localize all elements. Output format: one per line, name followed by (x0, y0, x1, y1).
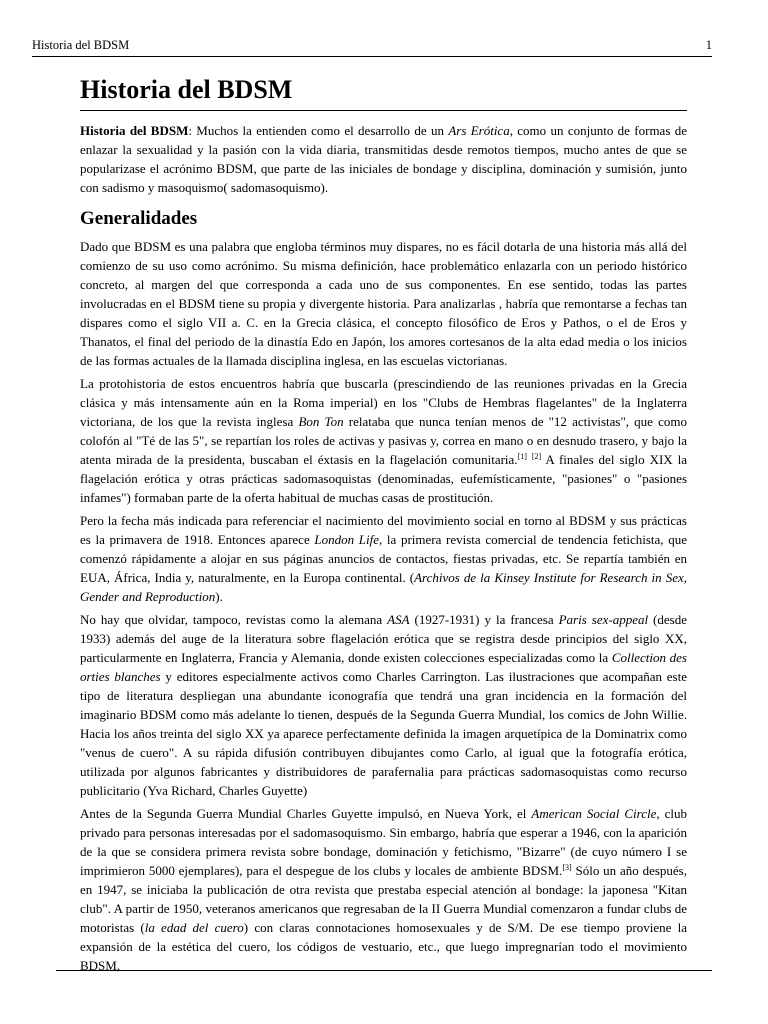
bon-ton-title: Bon Ton (298, 414, 344, 429)
edad-del-cuero-term: la edad del cuero (144, 920, 244, 935)
paris-sex-appeal-title: Paris sex-appeal (558, 612, 649, 627)
footer-rule (56, 970, 712, 971)
p4-text-2: (1927-1931) y la francesa (409, 612, 559, 627)
p5-text-4: ) con claras connotaciones homosexuales y de S/M. De ese tiempo proviene la expansión de la estética del cuero, los códigos de vestuario, etc., que luego impregnarían todo el movimiento BDSM, (80, 920, 687, 973)
paragraph-3 (80, 511, 687, 606)
intro-text-2: , como un conjunto de formas de enlazar la sexualidad y la pasión con la vida diaria, transmitidas desde remotos tiempos, mucho antes de que se popularizase el acrónimo BDSM, que parte de las iniciales de bondage y disciplina, dominación y sumisión, junto con sadismo y masoquismo( sadomasoquismo). (80, 123, 687, 195)
asa-title: ASA (387, 612, 410, 627)
paragraph-1: Dado que BDSM es una palabra que engloba términos muy dispares, no es fácil dotarla de una historia más allá del comienzo de su uso como acrónimo. Su misma definición, hace problemático enlazarla con un periodo histórico concreto, al margen del que corresponda a cada uno de sus componentes. En ese sentido, todas las partes involucradas en el BDSM tiene su propia y divergente historia. Para analizarlas , habría que remontarse a fechas tan dispares como el siglo VII a. C. en la Grecia clásica, el concepto filosófico de Eros y Pathos, o el de Eros y Thanatos, el final del periodo de la dinastía Edo en Japón, los amores cortesanos de la alta edad media o los inicios de las formas actuales de la llamada disciplina inglesa, en las escuelas victorianas. (80, 239, 687, 368)
american-social-circle-title: American Social Circle (531, 806, 657, 821)
running-header-title: Historia del BDSM (32, 38, 130, 52)
article-title: Historia del BDSM (80, 74, 687, 111)
page-number: 1 (705, 38, 712, 52)
p5-text-3: Sólo un año después, en 1947, se iniciaba la publicación de otra revista que prestaba especial atención al bondage: la japonesa "Kitan club". A partir de 1950, veteranos americanos que regresaban de la II Guerra Mundial comenzaron a fundar clubs de motoristas ( (80, 863, 687, 935)
reference-link-2[interactable]: [2] (531, 452, 542, 461)
intro-term: Historia del BDSM (80, 123, 189, 138)
p3-text-3: ). (215, 589, 223, 604)
p2-text-1: La protohistoria de estos encuentros habría que buscarla (prescindiendo de las reuniones privadas en la Grecia clásica y más intensamente aún en la Roma imperial) en los "Clubs de Hembras flagelantes" de la Inglaterra victoriana, de los que la revista inglesa (80, 376, 687, 429)
p2-text-3: A finales del siglo XIX la flagelación erótica y otras prácticas sadomasoquistas (denominadas, eufemísticamente, "pasiones" o "pasiones infames") formaban parte de la oferta habitual de muchas casas de prostitución. (80, 452, 687, 505)
p5-text-2: , club privado para personas interesadas por el sadomasoquismo. Sin embargo, habría que esperar a 1946, con la aparición de la que se considera primera revista sobre bondage, dominación y fetichismo, "Bizarre" (de cuyo número I se imprimieron 5000 ejemplares), para el despegue de los clubs y locales de ambiente BDSM. (80, 806, 687, 878)
intro-text-1: : Muchos la entienden como el desarrollo de un (188, 123, 449, 138)
p3-text-1: Pero la fecha más indicada para referenciar el nacimiento del movimiento social en torno al BDSM y sus prácticas es la primavera de 1918. Entonces aparece (80, 513, 687, 547)
london-life-title: London Life (314, 532, 379, 547)
running-header (32, 36, 712, 57)
p4-text-3: (desde 1933) además del auge de la literatura sobre flagelación erótica que se registra desde principios del siglo XX, particularmente en Inglaterra, Francia y Alemania, donde existen colecciones especializadas como la (80, 612, 687, 665)
intro-paragraph (80, 121, 687, 197)
reference-link-3[interactable]: [3] (562, 863, 572, 872)
collection-title: Collection des orties blanches (80, 650, 687, 684)
p2-text-2: relataba que nunca tenían menos de "12 activistas", que como colofón al "Té de las 5", se repartían los roles de activas y pasivas y, correa en mano o en desnudo trasero, y bajo la atenta mirada de la presidenta, buscaban el éxtasis en la flagelación comunitaria. (80, 414, 688, 467)
paragraph-2 (80, 374, 687, 507)
article-body (80, 74, 687, 979)
paragraph-5 (80, 804, 687, 975)
p4-text-4: y editores especialmente activos como Charles Carrington. Las ilustraciones que acompañan este tipo de literatura despliegan una abundante iconografía que tendrá una gran incidencia en la formación del imaginario BDSM como más adelante lo tienen, después de la Segunda Guerra Mundial, los comics de John Willie. Hacia los años treinta del siglo XX ya aparece perfectamente definida la imagen arquetípica de la Dominatrix como "venus de cuero". A su rápida difusión contribuyen dibujantes como Carlo, al igual que la fotografía erótica, utilizada por algunos fabricantes y distribuidores de parafernalia para prácticas sadomasoquistas como recurso publicitario (Yva Richard, Charles Guyette) (80, 669, 688, 798)
p4-text-1: No hay que olvidar, tampoco, revistas como la alemana (80, 612, 388, 627)
section-heading-generalidades: Generalidades (80, 208, 198, 229)
ars-erotica-term: Ars Erótica (448, 123, 510, 138)
p3-text-2: , la primera revista comercial de tendencia fetichista, que comenzó rápidamente a alojar en sus páginas anuncios de contactos, fiestas privadas, etc. Se repartía también en EUA, África, India y, naturalmente, en la Europa continental. ( (80, 532, 687, 585)
reference-link-1[interactable]: [1] (517, 452, 527, 461)
paragraph-4 (80, 610, 687, 800)
kinsey-archive-title: Archivos de la Kinsey Institute for Research in Sex, Gender and Reproduction (80, 570, 687, 604)
p5-text-1: Antes de la Segunda Guerra Mundial Charles Guyette impulsó, en Nueva York, el (80, 806, 532, 821)
